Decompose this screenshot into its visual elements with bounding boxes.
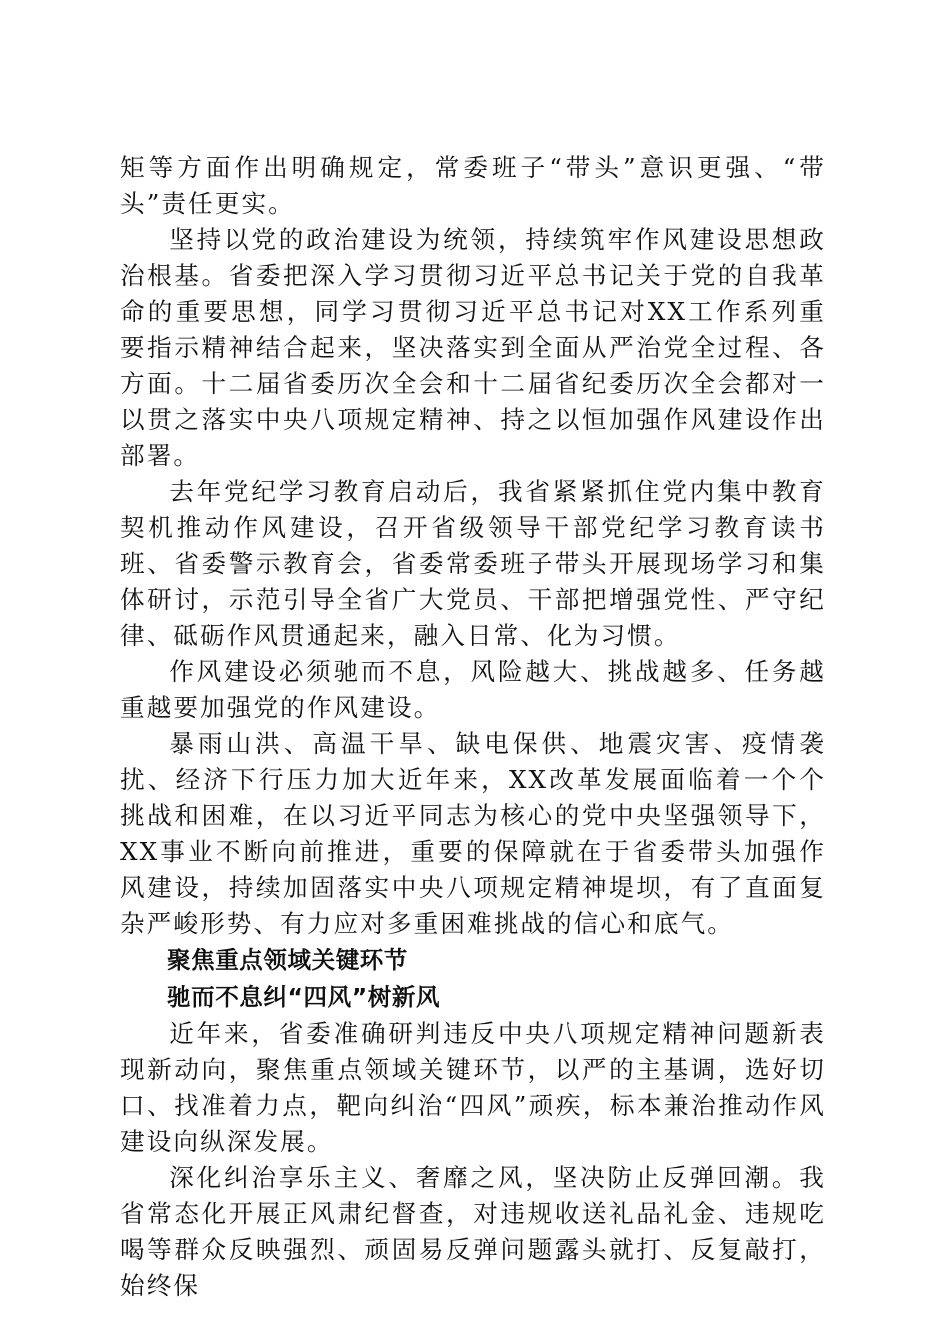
document-body <box>120 150 826 1304</box>
paragraph-discipline-education: 去年党纪学习教育启动后，我省紧紧抓住党内集中教育契机推动作风建设，召开省级领导干部党纪学习教育读书班、省委警示教育会，省委常委班子带头开展现场学习和集体研讨，示范引导全省广大党员、干部把增强党性、严守纪律、砥砺作风贯通起来，融入日常、化为习惯。 <box>120 477 826 650</box>
paragraph-recent-years: 近年来，省委准确研判违反中央八项规定精神问题新表现新动向，聚焦重点领域关键环节，以严的主基调，选好切口、找准着力点，靶向纠治“四风”顽疾，标本兼治推动作风建设向纵深发展。 <box>120 1019 826 1156</box>
paragraph-political-construction: 坚持以党的政治建设为统领，持续筑牢作风建设思想政治根基。省委把深入学习贯彻习近平总书记关于党的自我革命的重要思想，同学习贯彻习近平总书记对XX工作系列重要指示精神结合起来，坚决落实到全面从严治党全过程、各方面。十二届省委历次全会和十二届省纪委历次全会都对一以贯之落实中央八项规定精神、持之以恒加强作风建设作出部署。 <box>120 225 826 470</box>
section-heading-line-2: 驰而不息纠“四风”树新风 <box>167 983 441 1011</box>
paragraph-challenges: 暴雨山洪、高温干旱、缺电保供、地震灾害、疫情袭扰、经济下行压力加大近年来，XX改革发展面临着一个个挑战和困难，在以习近平同志为核心的党中央坚强领导下，XX事业不断向前推进，重要的保障就在于省委带头加强作风建设，持续加固落实中央八项规定精神堤坝，有了直面复杂严峻形势、有力应对多重困难挑战的信心和底气。 <box>120 729 826 938</box>
section-heading-line-1: 聚焦重点领域关键环节 <box>167 946 408 974</box>
paragraph-unremitting-effort: 作风建设必须驰而不息，风险越大、挑战越多、任务越重越要加强党的作风建设。 <box>120 657 826 722</box>
paragraph-continued: 矩等方面作出明确规定，常委班子“带头”意识更强、“带头”责任更实。 <box>120 153 826 218</box>
paragraph-hedonism-extravagance: 深化纠治享乐主义、奢靡之风，坚决防止反弹回潮。我省常态化开展正风肃纪督查，对违规收送礼品礼金、违规吃喝等群众反映强烈、顽固易反弹问题露头就打、反复敲打，始终保 <box>120 1163 826 1300</box>
